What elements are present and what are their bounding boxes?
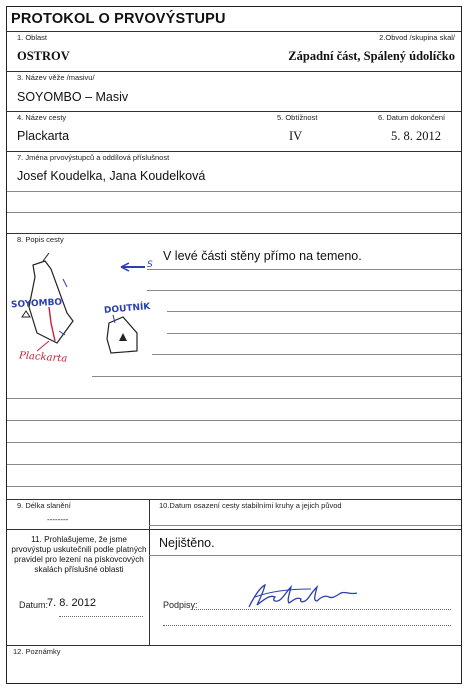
sketch-label-route: Plackarta xyxy=(18,350,68,365)
signature-stroke xyxy=(249,585,357,607)
divider xyxy=(7,151,461,152)
summit-triangle-icon xyxy=(119,333,127,341)
ruled-line xyxy=(7,212,461,213)
field3-label: 3. Název věže /masivu/ xyxy=(17,73,95,82)
signature-dots xyxy=(163,625,451,626)
field3-value: SOYOMBO – Masiv xyxy=(17,90,129,104)
field7-label: 7. Jména prvovýstupců a oddílová příslušnost xyxy=(17,153,170,162)
divider xyxy=(7,499,461,500)
ruled-line xyxy=(167,333,461,334)
divider xyxy=(7,233,461,234)
ruled-line xyxy=(7,442,461,443)
date-value: 7. 8. 2012 xyxy=(47,597,96,609)
divider xyxy=(7,71,461,72)
field9-value: -------- xyxy=(47,515,69,524)
route-description: V levé části stěny přímo na temeno. xyxy=(163,249,362,263)
field11-label: 11. Prohlašujeme, že jsme prvovýstup uskutečnili podle platných pravidel pro lezení na pískovcových skalách příslušné oblasti xyxy=(11,535,147,574)
date-label: Datum: xyxy=(19,600,49,610)
field4-label: 4. Název cesty xyxy=(17,113,67,122)
ruled-line xyxy=(7,420,461,421)
field2-label: 2.Obvod /skupina skal/ xyxy=(379,33,455,42)
field1-label: 1. Oblast xyxy=(17,33,48,42)
field9-label: 9. Délka slanění xyxy=(17,501,71,510)
divider xyxy=(7,31,461,32)
ruled-line xyxy=(152,354,461,355)
divider xyxy=(7,529,461,530)
ruled-line xyxy=(7,464,461,465)
signature-label: Podpisy: xyxy=(163,600,198,610)
ruled-line xyxy=(7,398,461,399)
ruled-line xyxy=(7,486,461,487)
handwritten-signature xyxy=(241,577,381,617)
field4-value: Plackarta xyxy=(17,129,70,143)
sketch-mark xyxy=(43,253,49,261)
route-line xyxy=(49,307,55,341)
sketch-label-doutnik: DOUTNÍK xyxy=(103,301,151,317)
field12-label: 12. Poznámky xyxy=(13,647,61,656)
divider xyxy=(7,645,461,646)
field6-label: 6. Datum dokončení xyxy=(378,113,446,122)
field1-value: OSTROV xyxy=(17,49,70,63)
sketch-label-soyombo: SOYOMBO xyxy=(10,297,63,311)
divider-vertical xyxy=(149,499,150,645)
sketch-arrow-label: S xyxy=(147,260,153,270)
field10-label: 10.Datum osazení cesty stabilními kruhy a jejich původ xyxy=(159,501,342,510)
field2-value: Západní část, Spálený údolíčko xyxy=(288,49,455,63)
route-pointer xyxy=(37,341,49,351)
ruled-line xyxy=(149,555,461,556)
ruled-line xyxy=(167,311,461,312)
first-ascent-protocol-form xyxy=(6,6,462,684)
field7-value: Josef Koudelka, Jana Koudelková xyxy=(17,169,206,183)
ruled-line xyxy=(147,269,461,270)
field6-value: 5. 8. 2012 xyxy=(391,129,441,143)
ruled-line xyxy=(7,191,461,192)
field5-label: 5. Obtížnost xyxy=(277,113,318,122)
form-title: PROTOKOL O PRVOVÝSTUPU xyxy=(11,11,226,27)
field5-value: IV xyxy=(289,129,303,143)
field8-label: 8. Popis cesty xyxy=(17,235,64,244)
date-dots xyxy=(59,616,143,617)
field11-value: Nejištěno. xyxy=(159,536,215,550)
ruled-line xyxy=(147,290,461,291)
divider xyxy=(7,111,461,112)
summit-triangle-icon xyxy=(22,311,30,317)
ruled-line xyxy=(149,525,461,526)
